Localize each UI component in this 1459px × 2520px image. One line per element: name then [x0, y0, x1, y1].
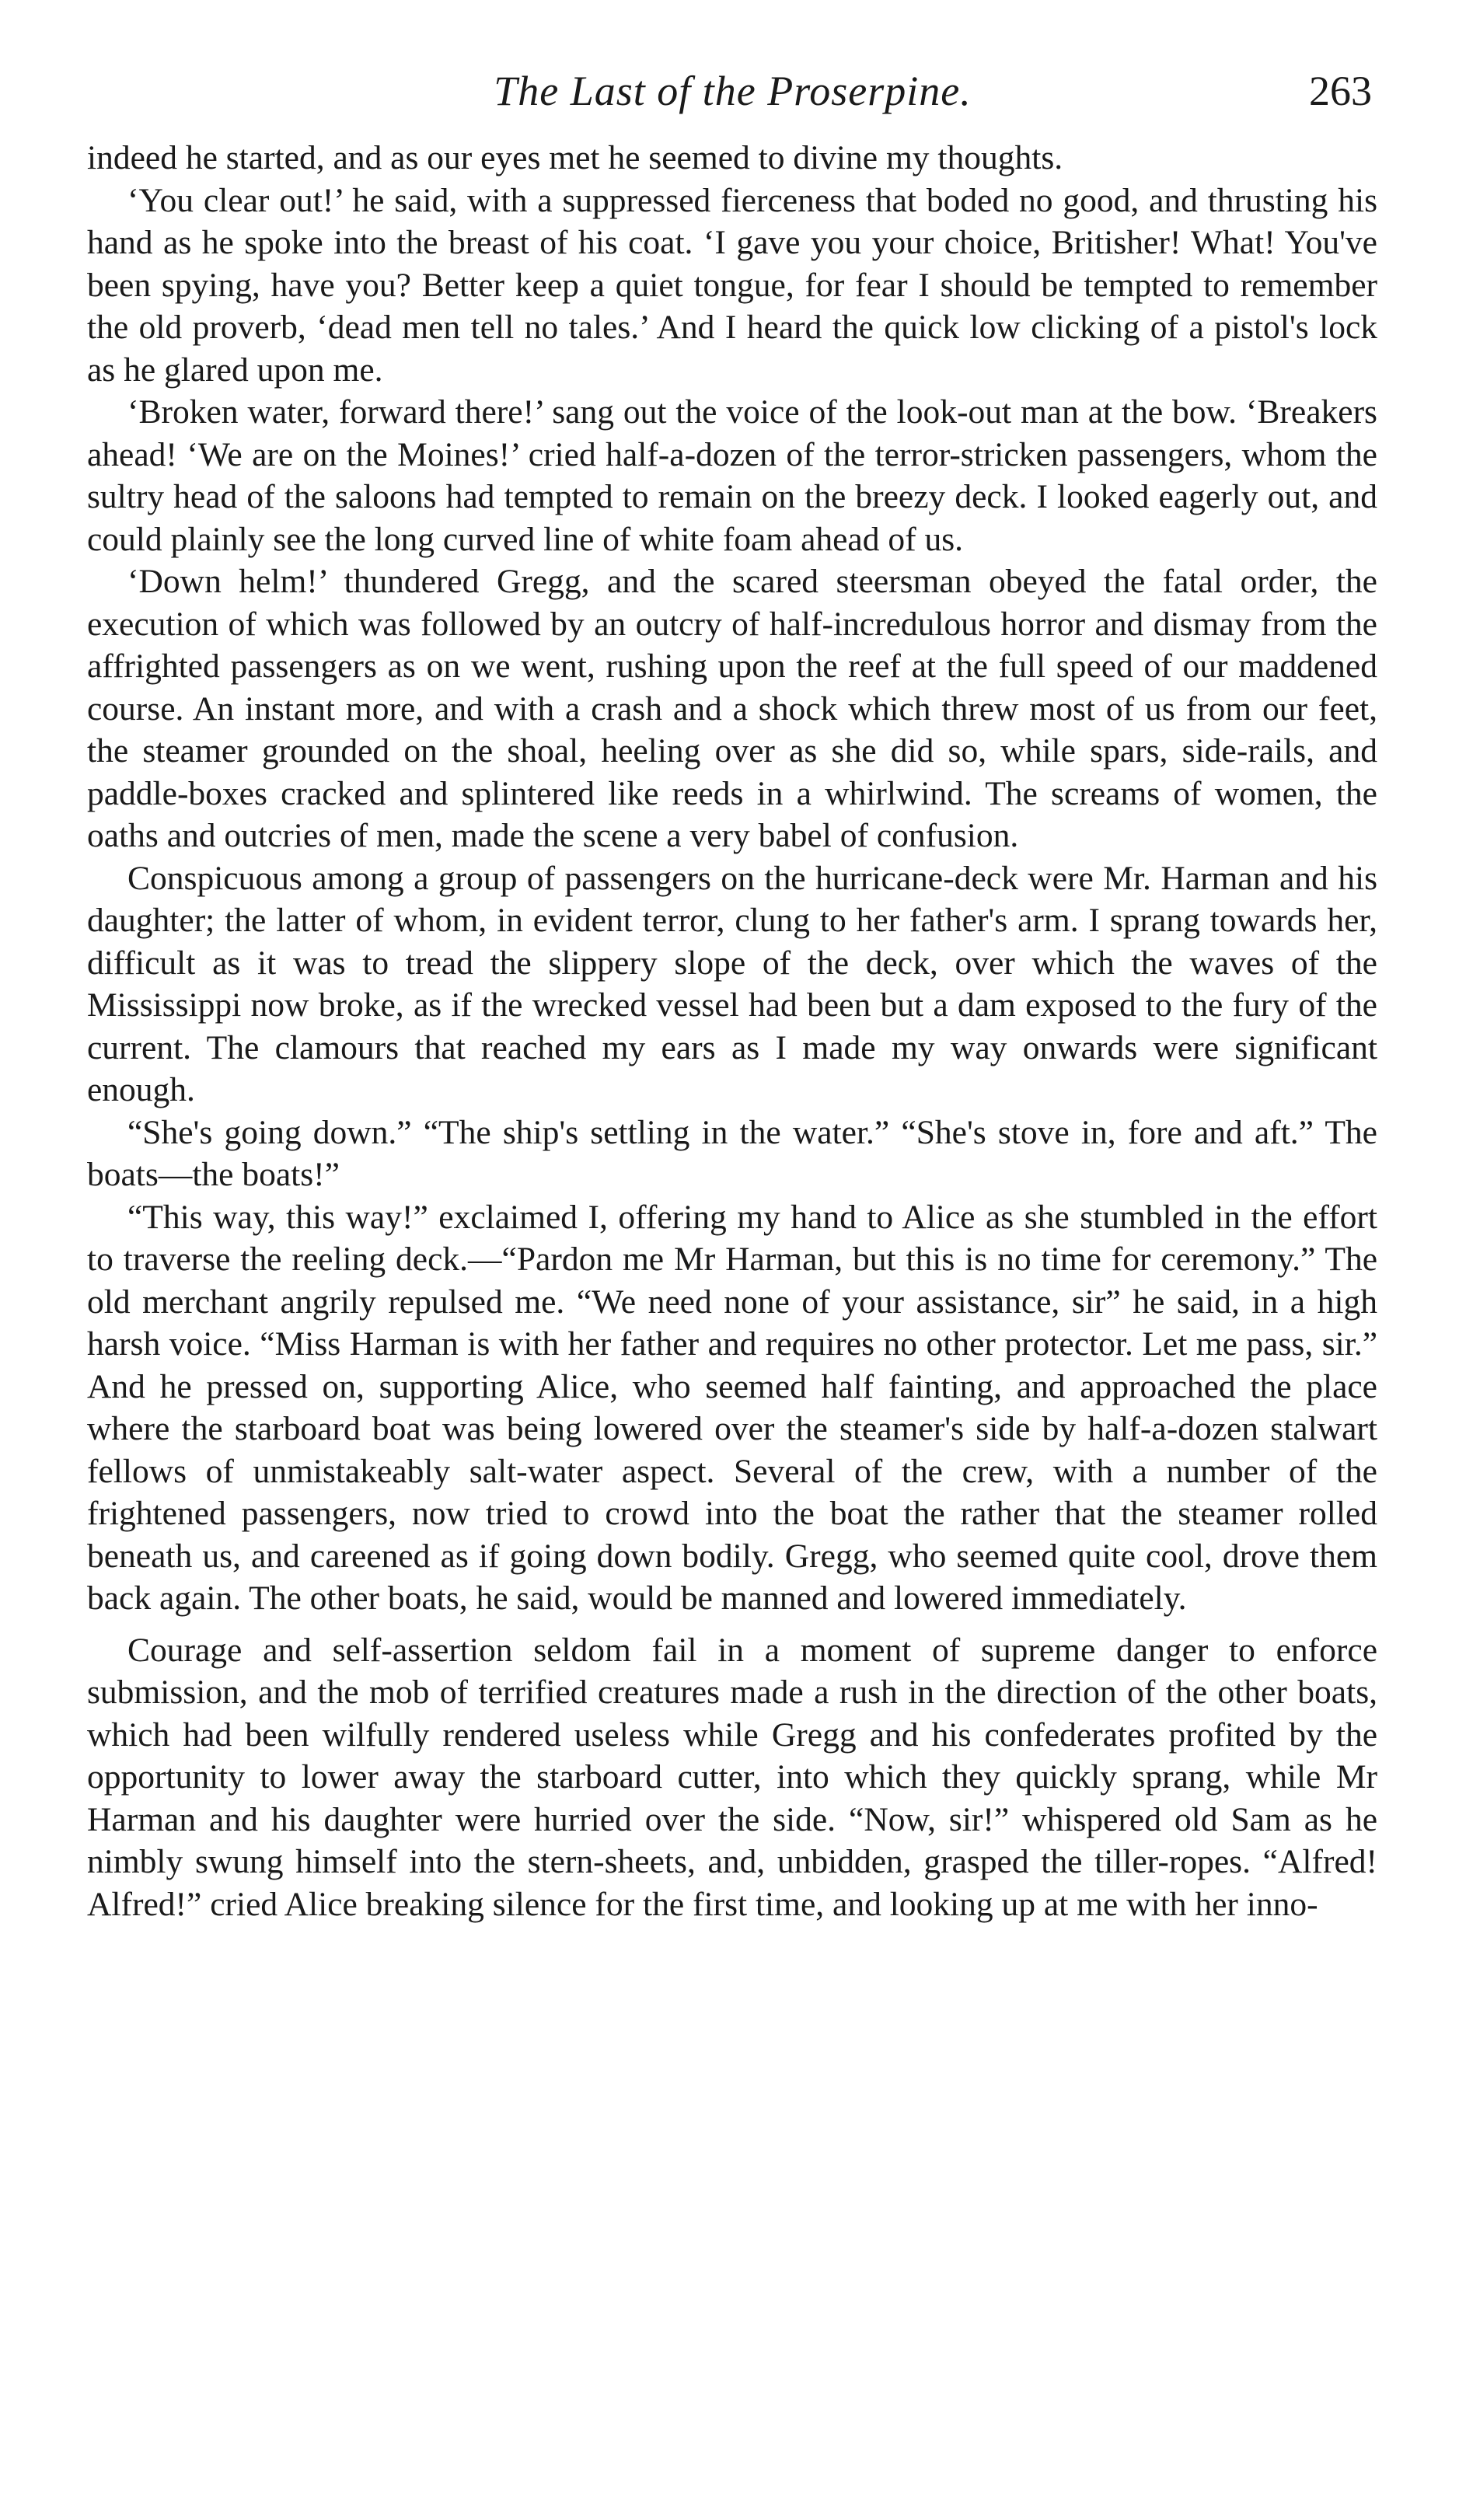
- paragraph: Conspicuous among a group of passengers on the hurricane-deck were Mr. Harman and his daughter; the latter of whom, in evident terror, clung to her father's arm. I sprang towards her, difficult as it was to tread the slippery slope of the deck, over which the waves of the Mississippi now broke, as if the wrecked vessel had been but a dam exposed to the fury of the current. The clamours that reached my ears as I made my way onwards were significant enough.: [87, 859, 1377, 1108]
- paragraph: “She's going down.” “The ship's settling in the water.” “She's stove in, fore and aft.” The boats—the boats!”: [87, 1113, 1377, 1193]
- paragraph: ‘You clear out!’ he said, with a suppressed fierceness that boded no good, and thrusting his hand as he spoke into the breast of his coat. ‘I gave you your choice, Britisher! What! You've been spying, have you? Better keep a quiet tongue, for fear I should be tempted to remember the old proverb, ‘dead men tell no tales.’ And I heard the quick low clicking of a pistol's lock as he glared upon me.: [87, 181, 1377, 389]
- running-title: The Last of the Proserpine.: [494, 68, 972, 114]
- paragraph: “This way, this way!” exclaimed I, offering my hand to Alice as she stumbled in the effort to traverse the reeling deck.—“Pardon me Mr Harman, but this is no time for ceremony.” The old merchant angrily repulsed me. “We need none of your assistance, sir” he said, in a high harsh voice. “Miss Harman is with her father and requires no other protector. Let me pass, sir.” And he pressed on, supporting Alice, who seemed half fainting, and approached the place where the starboard boat was being lowered over the steamer's side by half-a-dozen stalwart fellows of unmistakeably salt-water aspect. Several of the crew, with a number of the frightened passengers, now tried to crowd into the boat the rather that the steamer rolled beneath us, and careened as if going down bodily. Gregg, who seemed quite cool, drove them back again. The other boats, he said, would be manned and lowered immediately.: [87, 1198, 1377, 1617]
- page-number: 263: [1309, 68, 1372, 114]
- body-text: [87, 137, 1377, 1925]
- paragraph: ‘Broken water, forward there!’ sang out the voice of the look-out man at the bow. ‘Breakers ahead! ‘We are on the Moines!’ cried half-a-dozen of the terror-stricken passengers, whom the sultry head of the saloons had tempted to remain on the breezy deck. I looked eagerly out, and could plainly see the long curved line of white foam ahead of us.: [87, 393, 1377, 558]
- running-head: [86, 64, 1380, 126]
- paragraph: Courage and self-assertion seldom fail in a moment of supreme danger to enforce submission, and the mob of terrified creatures made a rush in the direction of the other boats, which had been wilfully rendered useless while Gregg and his confederates profited by the opportunity to lower away the starboard cutter, into which they quickly sprang, while Mr Harman and his daughter were hurried over the side. “Now, sir!” whispered old Sam as he nimbly swung himself into the stern-sheets, and, unbidden, grasped the tiller-ropes. “Alfred! Alfred!” cried Alice breaking silence for the first time, and looking up at me with her inno-: [87, 1631, 1377, 1923]
- paragraph: indeed he started, and as our eyes met he seemed to divine my thoughts.: [87, 139, 1063, 176]
- paragraph: ‘Down helm!’ thundered Gregg, and the scared steersman obeyed the fatal order, the execution of which was followed by an outcry of half-incredulous horror and dismay from the affrighted passengers as on we went, rushing upon the reef at the full speed of our maddened course. An instant more, and with a crash and a shock which threw most of us from our feet, the steamer grounded on the shoal, heeling over as she did so, while spars, side-rails, and paddle-boxes cracked and splintered like reeds in a whirlwind. The screams of women, the oaths and outcries of men, made the scene a very babel of confusion.: [87, 563, 1377, 854]
